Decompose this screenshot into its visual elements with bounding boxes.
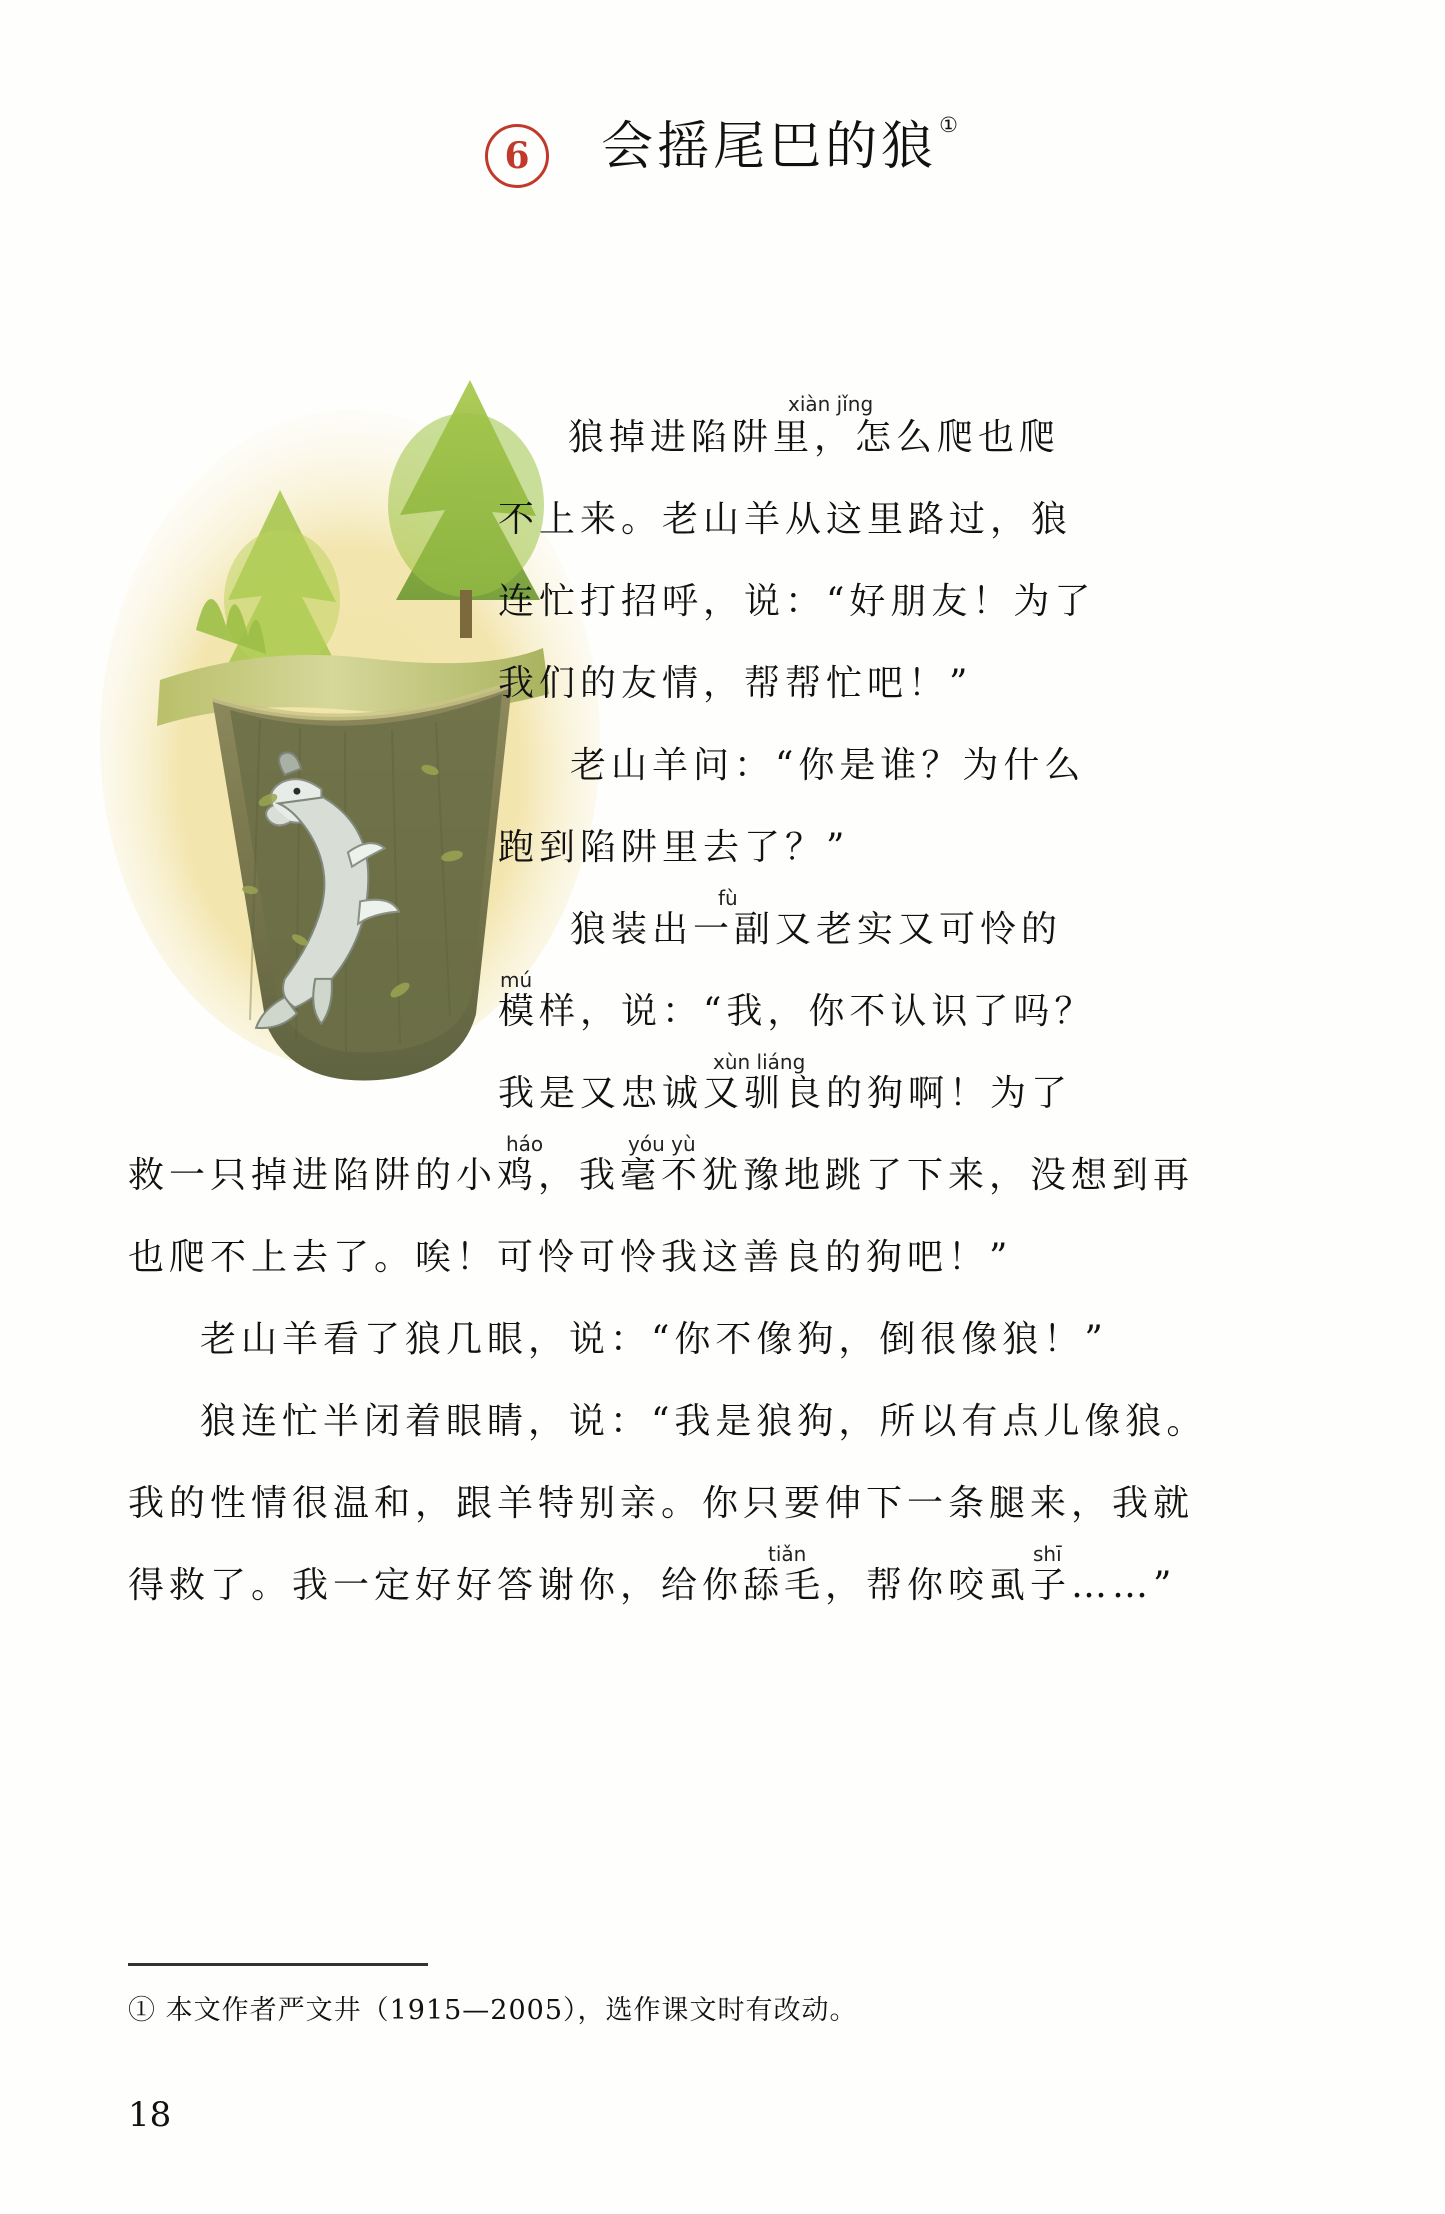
text-line xyxy=(128,626,1398,708)
lesson-body xyxy=(128,380,1398,1610)
lesson-title-text: 会摇尾巴的狼 xyxy=(601,117,938,177)
text-line-content: 得救了。我一定好好答谢你，给你舔毛，帮你咬虱子……” xyxy=(128,1565,1177,1606)
pinyin-annotation: xiàn jǐng xyxy=(788,392,874,416)
text-line-content: 狼掉进陷阱里，怎么爬也爬 xyxy=(568,417,1061,458)
text-line xyxy=(128,462,1398,544)
text-line-content: 也爬不上去了。唉！可怜可怜我这善良的狗吧！” xyxy=(128,1237,1013,1278)
text-line-content: 狼连忙半闭着眼睛，说：“我是狼狗，所以有点儿像狼。 xyxy=(200,1401,1208,1442)
pinyin-annotation: xùn liáng xyxy=(713,1050,806,1074)
text-line-content: 我的性情很温和，跟羊特别亲。你只要伸下一条腿来，我就 xyxy=(128,1483,1195,1524)
text-line-content: 我们的友情，帮帮忙吧！” xyxy=(498,663,973,704)
footnote-divider xyxy=(128,1963,428,1966)
text-line xyxy=(128,872,1398,954)
text-line-content: 连忙打招呼，说：“好朋友！为了 xyxy=(498,581,1096,622)
text-line-content: 狼装出一副又老实又可怜的 xyxy=(570,909,1063,950)
pinyin-annotation: shī xyxy=(1033,1542,1062,1566)
pinyin-annotation: háo xyxy=(506,1132,544,1156)
text-line xyxy=(128,708,1398,790)
page-number: 18 xyxy=(128,2095,172,2135)
text-line-content: 不上来。老山羊从这里路过，狼 xyxy=(498,499,1073,540)
text-line xyxy=(128,1364,1398,1446)
text-line xyxy=(128,954,1398,1036)
pinyin-annotation: tiǎn xyxy=(768,1542,807,1566)
text-line-content: 跑到陷阱里去了？” xyxy=(498,827,850,868)
text-line xyxy=(128,1446,1398,1528)
text-line-content: 救一只掉进陷阱的小鸡，我毫不犹豫地跳了下来，没想到再 xyxy=(128,1155,1195,1196)
text-line-content: 我是又忠诚又驯良的狗啊！为了 xyxy=(498,1073,1073,1114)
lesson-title xyxy=(601,112,962,178)
text-line-content: 老山羊问：“你是谁？为什么 xyxy=(570,745,1086,786)
text-line xyxy=(128,1200,1398,1282)
text-line xyxy=(128,1118,1398,1200)
text-line xyxy=(128,790,1398,872)
text-line xyxy=(128,380,1398,462)
text-line-content: 老山羊看了狼几眼，说：“你不像狗，倒很像狼！” xyxy=(200,1319,1108,1360)
pinyin-annotation: mú xyxy=(500,968,533,992)
text-line xyxy=(128,1282,1398,1364)
text-line-content: 模样，说：“我，你不认识了吗？ xyxy=(498,991,1096,1032)
text-line xyxy=(128,1036,1398,1118)
text-line xyxy=(128,1528,1398,1610)
text-line xyxy=(128,544,1398,626)
page-title xyxy=(0,112,1445,188)
pinyin-annotation: yóu yù xyxy=(628,1132,696,1156)
title-footnote-marker: ① xyxy=(939,112,962,137)
pinyin-annotation: fù xyxy=(718,886,738,910)
lesson-number-badge: 6 xyxy=(485,124,549,188)
footnote-text: ① 本文作者严文井（1915—2005），选作课文时有改动。 xyxy=(128,1995,858,2026)
